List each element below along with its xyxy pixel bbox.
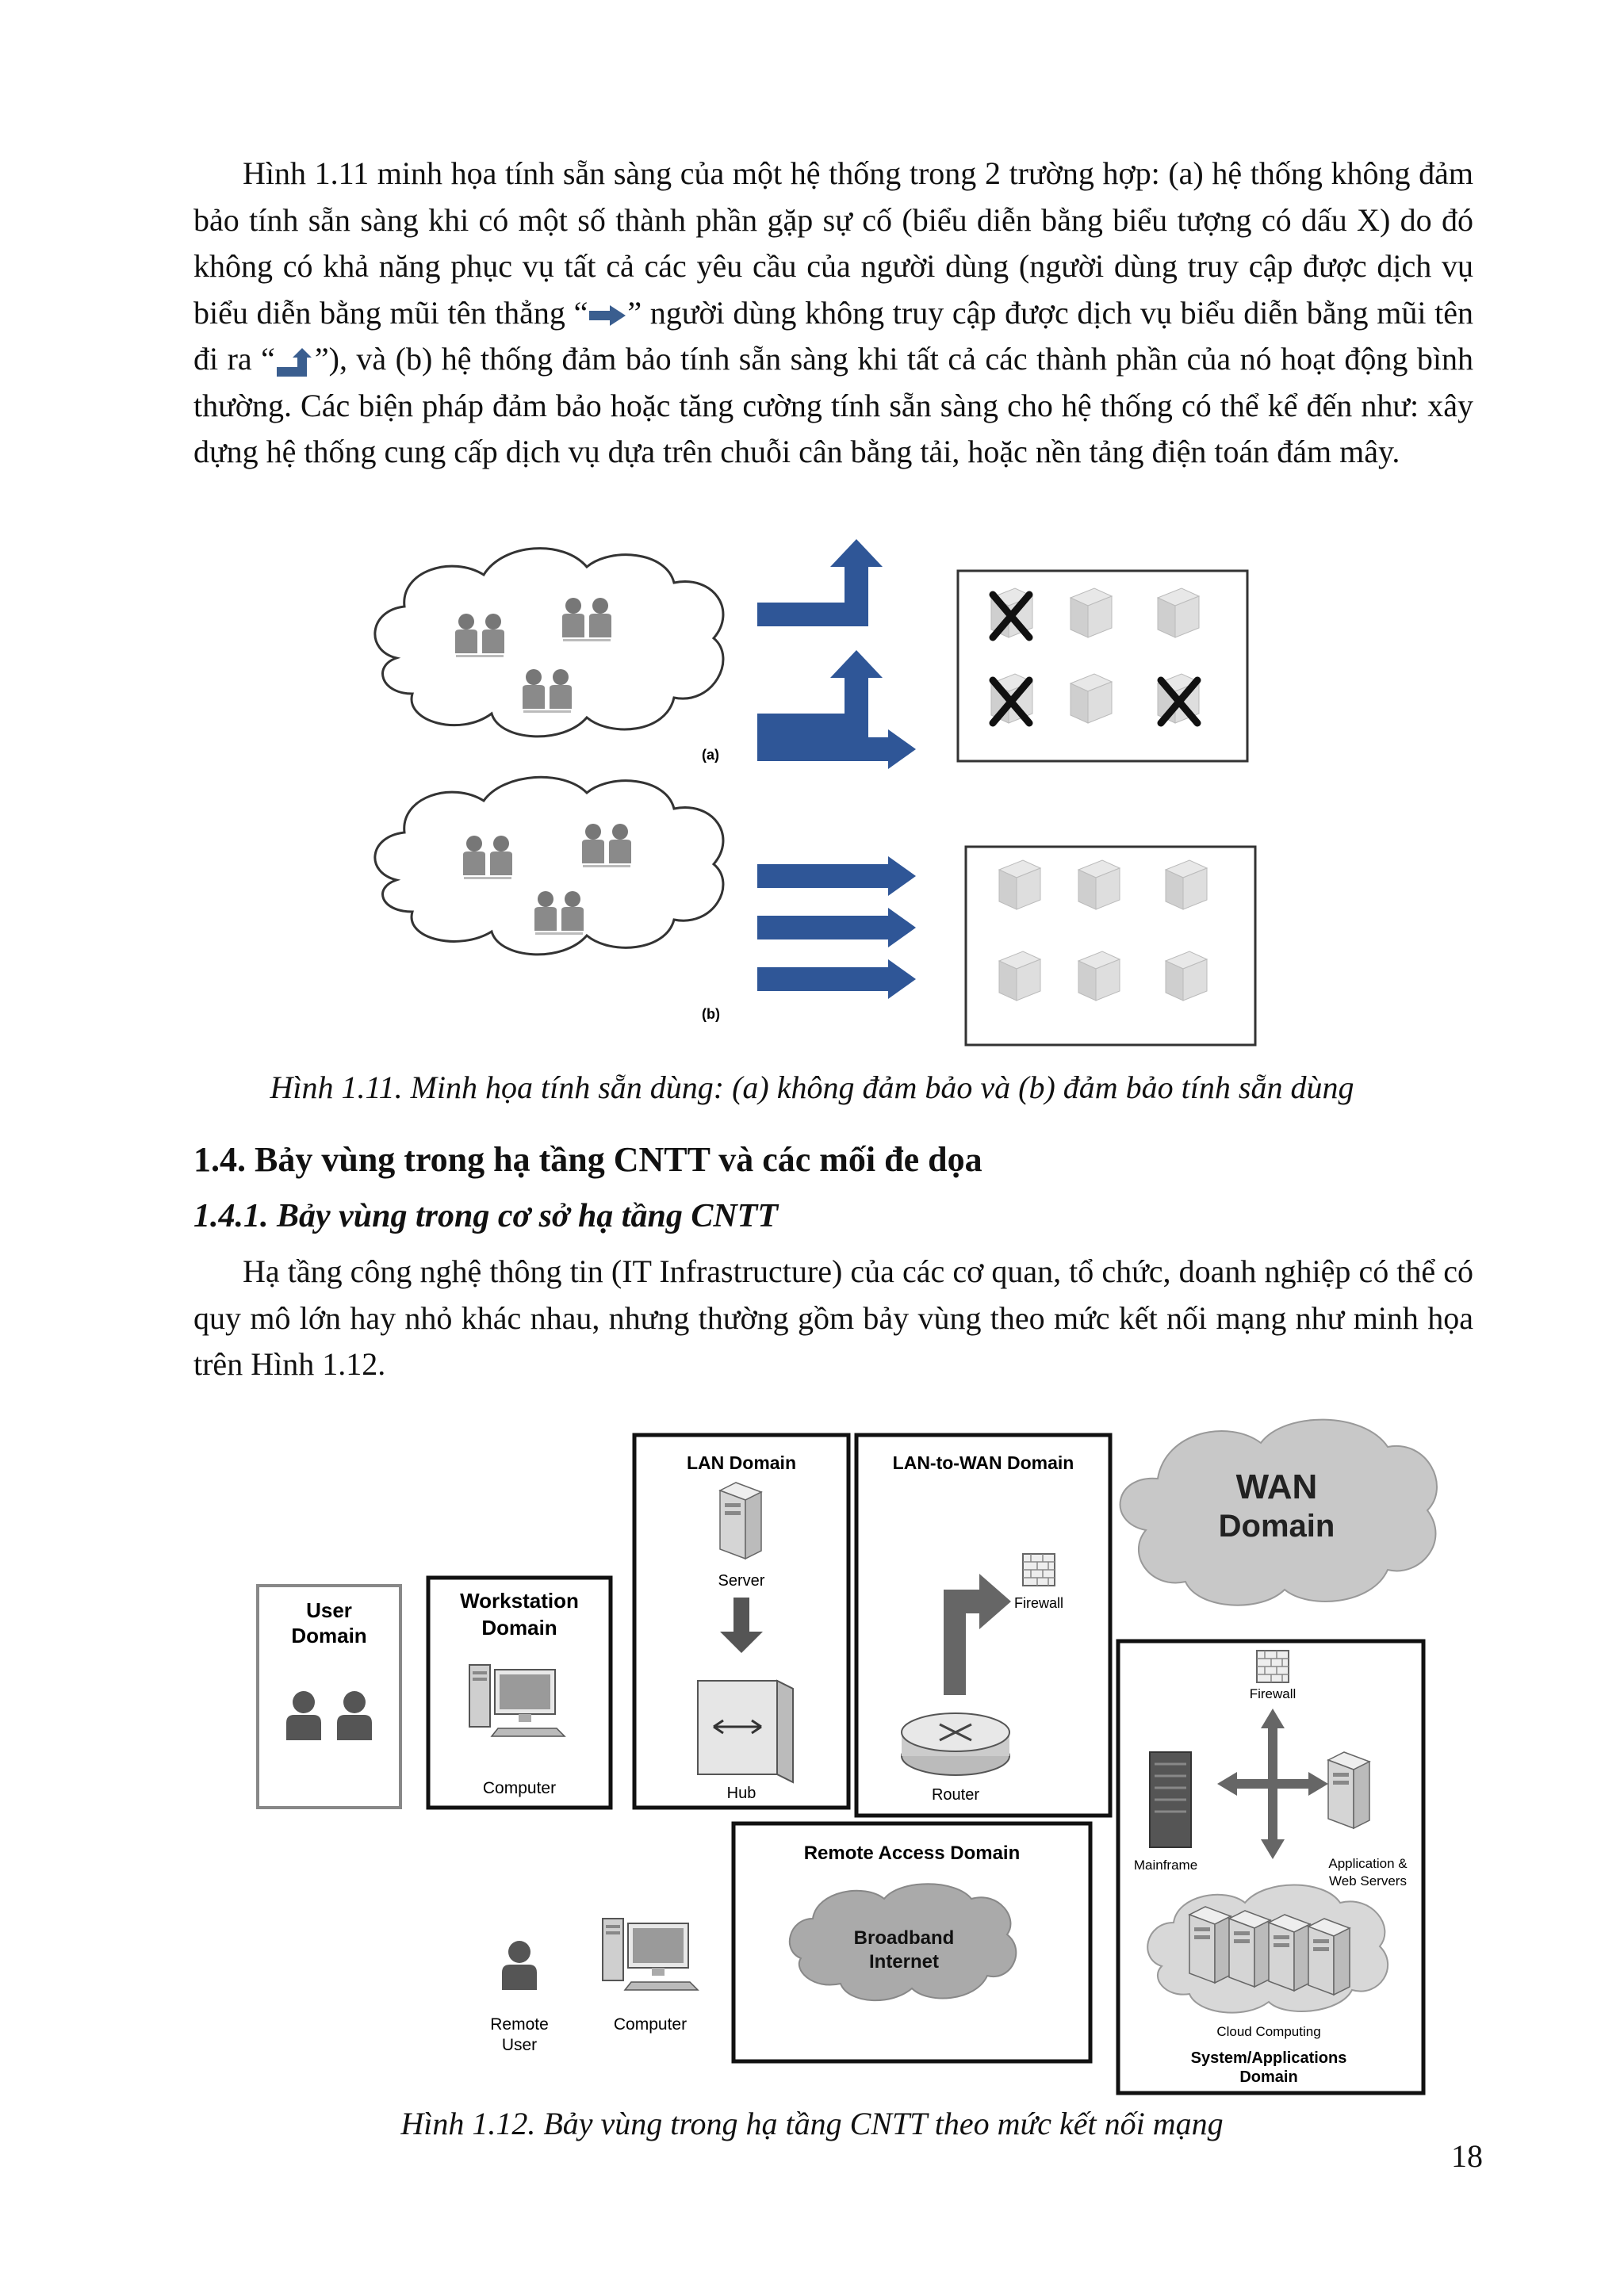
firewall-icon [1023,1554,1055,1586]
svg-text:Domain: Domain [1218,1509,1335,1544]
app-server-icon [1328,1752,1369,1828]
svg-text:LAN-to-WAN Domain: LAN-to-WAN Domain [892,1452,1074,1473]
sys-firewall-icon [1257,1651,1289,1682]
figure-availability [365,539,1277,1054]
mainframe-icon [1150,1752,1191,1847]
svg-text:Cloud Computing: Cloud Computing [1216,2024,1321,2039]
label-b: (b) [702,1006,720,1022]
figure-caption-1-12: Hình 1.12. Bảy vùng trong hạ tầng CNTT theo mức kết nối mạng [400,2106,1224,2141]
svg-text:System/Applications: System/Applications [1190,2049,1347,2067]
svg-text:Computer: Computer [482,1779,557,1797]
svg-text:Domain: Domain [481,1616,557,1640]
svg-text:User: User [306,1598,352,1622]
svg-text:Application &: Application & [1328,1856,1408,1871]
svg-text:Mainframe: Mainframe [1133,1858,1198,1873]
remote-computer-icon [603,1919,698,1990]
svg-text:Web Servers: Web Servers [1329,1873,1407,1888]
paragraph-availability: Hình 1.11 minh họa tính sẵn sàng của một hệ thống trong 2 trường hợp: (a) hệ thống không đảm bảo tính sẵn sàng khi có một số thành phần gặp sự cố (biểu diễn bằng biểu tượng có dấu X) do đó không có khả năng phục vụ tất cả các yêu cầu của người dùng (người dùng truy cập được dịch vụ biểu diễn bằng mũi tên thẳng “ ” người dùng không truy cập được dịch vụ biểu diễn bằng mũi tên đi ra “ ”), và (b) hệ thống đảm bảo tính sẵn sàng khi tất cả các thành phần của nó hoạt động bình thường. Các biện pháp đảm bảo hoặc tăng cường tính sẵn sàng cho hệ thống có thể kể đến như: xây dựng hệ thống cung cấp dịch vụ dựa trên chuỗi cân bằng tải, hoặc nền tảng điện toán đám mây. [193,155,1473,469]
figure-seven-domains [238,1411,1451,2101]
svg-text:Workstation: Workstation [460,1589,579,1613]
straight-arrow-icon [588,304,627,327]
cloud-servers-icon [1189,1907,1350,1995]
svg-text:WAN: WAN [1235,1468,1318,1506]
svg-text:Firewall: Firewall [1013,1595,1064,1611]
svg-text:Firewall: Firewall [1249,1686,1297,1701]
figure-caption-1-11: Hình 1.11. Minh họa tính sẵn dùng: (a) không đảm bảo và (b) đảm bảo tính sẵn dùng [270,1070,1354,1105]
paragraph-infrastructure: Hạ tầng công nghệ thông tin (IT Infrastructure) của các cơ quan, tổ chức, doanh nghiệp có thể có quy mô lớn hay nhỏ khác nhau, nhưng thường gồm bảy vùng theo mức kết nối mạng như minh họa trên Hình 1.12. [193,1253,1473,1382]
svg-text:Computer: Computer [613,2015,688,2034]
svg-text:Internet: Internet [868,1951,940,1973]
svg-text:Remote: Remote [490,2015,549,2034]
remote-user-icon [502,1941,537,1990]
svg-text:Domain: Domain [1239,2068,1298,2086]
users-cloud-a [375,549,723,737]
section-heading: 1.4. Bảy vùng trong hạ tầng CNTT và các mối đe dọa [193,1140,982,1179]
subsection-heading: 1.4.1. Bảy vùng trong cơ sở hạ tầng CNTT [193,1198,778,1234]
svg-text:Domain: Domain [291,1624,367,1647]
svg-text:Broadband: Broadband [853,1927,955,1949]
server-icon [720,1483,761,1559]
label-a: (a) [702,747,719,763]
svg-text:Hub: Hub [726,1785,756,1802]
svg-text:Remote Access Domain: Remote Access Domain [803,1843,1021,1864]
svg-text:Server: Server [718,1572,765,1590]
hub-icon [698,1681,793,1782]
svg-text:User: User [501,2036,538,2054]
svg-text:Router: Router [931,1786,980,1804]
page-number: 18 [1451,2138,1483,2174]
turn-up-arrow-icon [275,346,315,378]
router-icon [902,1713,1009,1775]
svg-text:LAN Domain: LAN Domain [687,1452,796,1473]
